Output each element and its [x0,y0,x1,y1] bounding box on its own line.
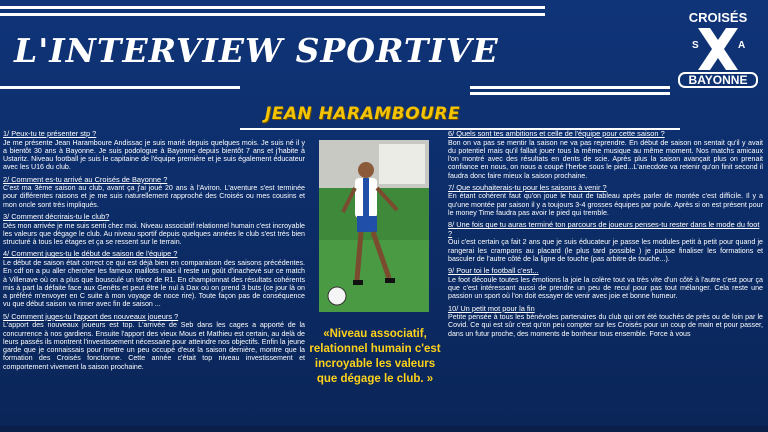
player-photo [319,140,429,312]
club-logo [678,8,758,88]
question-7: 7/ Que souhaiterais-tu pour les saisons à venir ? [448,183,607,192]
question-4: 4/ Comment juges-tu le début de saison de l'équipe ? [3,250,178,259]
question-3: 3/ Comment décrirais-tu le club? [3,213,110,222]
club-logo-s: S [692,40,699,51]
answer-6: Bon on va pas se mentir la saison ne va pas reprendre. En début de saison on sentait qu'il y avait du potentiel mais qu'il fallait jouer tous la même musique au même moment. Nos matchs amicaux l'on montré avec des résultats en dents de scie. Après plus la saison avançait plus on prenait confiance en nous, on nous a coupé l'herbe sous le pied...L'anecdote va retenir qu'on finit second il faudra donc faire mieux la saison prochaine. [448,138,763,180]
player-name: JEAN HARAMBOURE [264,104,461,124]
answer-3: Dès mon arrivée je me suis senti chez moi. Niveau associatif relationnel humain c'est incroyable les valeurs que dégage le club. Au niveau sportif depuis quelques années le club s'est très bien structuré à tous les étages et ça se ressent sur le terrain. [3,221,305,247]
question-8: 8/ Une fois que tu auras terminé ton parcours de joueurs penses-tu rester dans le mode du foot ? [448,221,760,238]
right-column [448,130,763,342]
left-stripe [0,86,240,89]
answer-5: L'apport des nouveaux joueurs est top. L'arrivée de Seb dans les cages a apporté de la concurrence à nos gardiens. Ensuite l'apport des vieux Mous et Mathieu est certain, au delà de leurs passés ils montrent l'investissement nécessaire pour atteindre nos objectifs. Enfin la jeune garde que je connaissais pour mettre un peu occupé d'eux la saison dernière, montre que la formation des Croisés fonctionne. Cette année c'était top niveau investissement et comportement vivement la saison prochaine. [3,321,305,371]
top-stripe-1 [0,6,545,9]
header-stripe-2 [470,92,670,95]
question-5: 5/ Comment juges-tu l'apport des nouveaux joueurs ? [3,312,179,321]
question-10: 10/ Un petit mot pour la fin [448,304,535,313]
answer-9: Le foot découle toutes les émotions la joie la colère tout va très vite d'un côté à l'autre c'est pour ça que c'est intéressant aussi de prendre un peu de recul pour pas tout mélanger. Cela reste une passion un sport où l'on doit essayer de venir avec joie et bonne humeur. [448,275,763,301]
top-stripe-2 [0,13,545,16]
player-quote: «Niveau associatif, relationnel humain c'est incroyable les valeurs que dégage le club. » [309,328,441,385]
question-1: 1/ Peux-tu te présenter stp ? [3,130,97,138]
answer-2: C'est ma 3ème saison au club, avant ça j'ai joué 20 ans à l'Aviron. L'aventure s'est terminée pour différentes raisons et je me suis naturellement rapproché des Croisés ou mes cousins et mon oncle sont très impliqués. [3,184,305,209]
left-column [3,130,305,375]
answer-7: En étant cohérent faut qu'on joue le haut de tableau après parler de montée c'est difficile. Il y a qu'une montée par saison il y a toujours 3-4 grosses équipes par poule. Après si on est présent pour le money Time faudra pas avoir le pied qui tremble. [448,192,763,218]
club-logo-a: A [738,40,746,51]
club-logo-top: CROISÉS [688,10,748,25]
cross-icon [696,28,740,70]
page-title: L'INTERVIEW SPORTIVE [14,31,499,70]
question-2: 2/ Comment es-tu arrivé au Croisés de Bayonne ? [3,175,168,184]
answer-1: Je me présente Jean Haramboure Andissac je suis marié depuis quelques mois. Je suis né il y a bientôt 30 ans à Bayonne. Je suis podologue à Bayonne depuis bientôt 7 ans et j'habite à Ustaritz. Niveau football je suis le capitaine de l'équipe première et je suis également éducateur avec les U16 du club. [3,138,305,172]
bottom-bar [0,426,768,432]
club-logo-bottom: BAYONNE [678,72,758,88]
answer-8: Oui c'est certain ça fait 2 ans que je suis éducateur je passe les modules petit à petit pour quand je rangerai les crampons au placard (le plus tard possible ) je puisse finaliser les formations et basculer de l'autre côté de la ligne de touche (pas arbitre de touche...). [448,238,763,263]
player-photo-icon [319,140,429,312]
question-9: 9/ Pour toi le football c'est... [448,267,539,276]
header-stripe-1 [470,86,670,89]
answer-10: Petite pensée à tous les bénévoles partenaires du club qui ont été touchés de près ou de loin par le Covid. Ce qui est sûr c'est qu'on peu compter sur les Croisés pour un coup de main et pour passer, dans un futur proche, des moments de bonheur tous ensemble. Force à vous [448,313,763,338]
answer-4: Le début de saison était correct ce qui est déjà bien en comparaison des saisons précédentes. En cdf on a pu aller chercher les fameux maillots mais il reste un goût d'inachevé sur ce match à Villenave où on a plus que bousculé un ténor de R1. En championnat des résultats cohérents mis à part la défaite face aux Genêts et peut être le nul à Dax où on prend 3 buts (ce jour là on a préféré m'envoyer en C suite à mon voyage de noce rire). Toute façon pas de conséquence vu que début saison va rimer avec fin de saison ... [3,258,305,309]
question-6: 6/ Quels sont tes ambitions et celle de l'équipe pour cette saison ? [448,130,665,138]
